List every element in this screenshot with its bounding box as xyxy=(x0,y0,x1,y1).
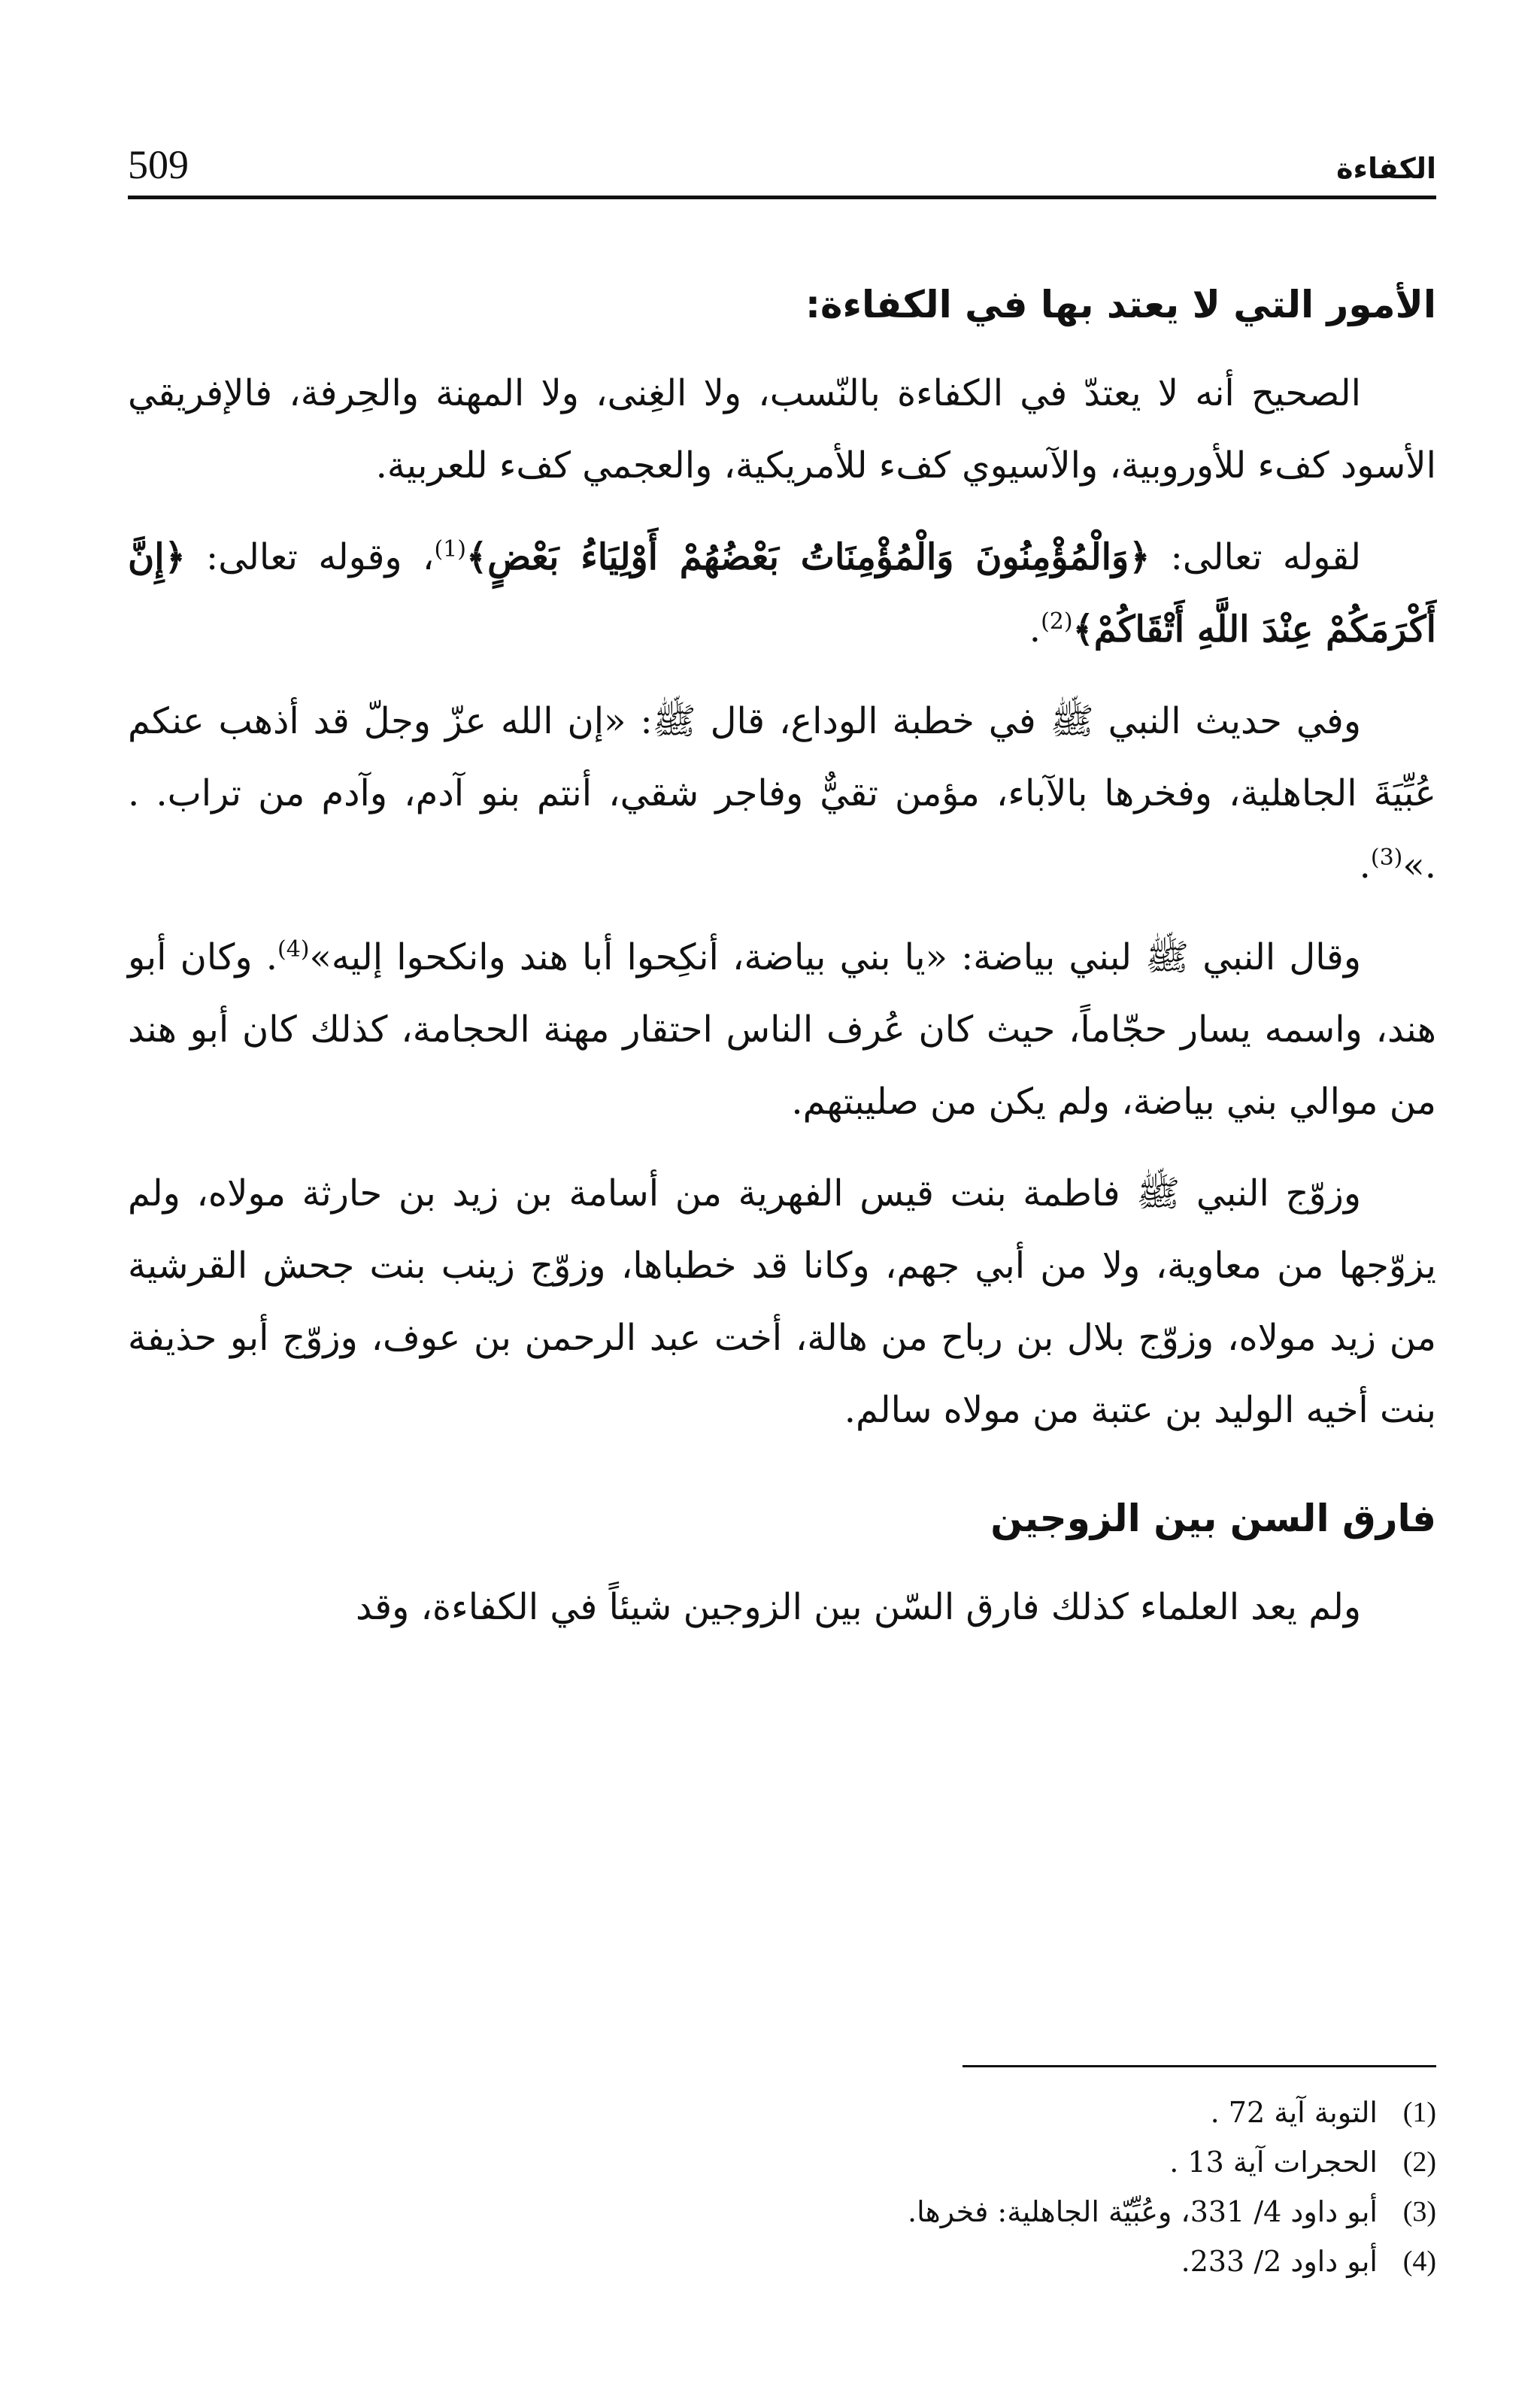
running-title: الكفاءة xyxy=(1336,152,1436,185)
footnote-text: أبو داود 2/ 233. xyxy=(1181,2245,1378,2278)
hadith-end-punct: . xyxy=(1359,845,1371,887)
quran-verse-hujurat: ﴿إِنَّ أَكْرَمَكُمْ عِنْدَ اللَّهِ أَتْقَاكُمْ﴾ xyxy=(128,536,1436,651)
footnote-ref-1[interactable]: (1) xyxy=(434,536,466,563)
hadith-farewell-text: وفي حديث النبي ﷺ في خطبة الوداع، قال ﷺ: «إن الله عزّ وجلّ قد أذهب عنكم عُبِّيَةَ الجاهلية، وفخرها بالآباء، مؤمن تقيٌّ وفاجر شقي، أنتم بنو آدم، وآدم من تراب. . .» xyxy=(128,700,1436,887)
paragraph-lineage: الصحيح أنه لا يعتدّ في الكفاءة بالنّسب، ولا الغِنى، ولا المهنة والحِرفة، فالإفريقي الأسود كفء للأوروبية، والآسيوي كفء للأمريكية، والعجمي كفء للعربية. xyxy=(128,372,1436,487)
footnote-text: الحجرات آية 13 . xyxy=(1169,2146,1378,2179)
footnote-item xyxy=(128,2088,1436,2137)
footnote-number: (1) xyxy=(1402,2097,1436,2128)
footnote-item xyxy=(128,2237,1436,2286)
bayada-continuation: . وكان أبو هند، واسمه يسار حجّاماً، حيث كان عُرف الناس احتقار مهنة الحجامة، كذلك كان أبو هند من موالي بني بياضة، ولم يكن من صليبتهم. xyxy=(128,936,1436,1123)
verse-middle-text: ، وقوله تعالى: xyxy=(185,536,435,578)
paragraph-quran-verses xyxy=(128,521,1436,666)
paragraph-age-gap: ولم يعد العلماء كذلك فارق السّن بين الزوجين شيئاً في الكفاءة، وقد xyxy=(355,1586,1361,1628)
footnote-text: التوبة آية 72 . xyxy=(1210,2096,1378,2129)
footnote-ref-4[interactable]: (4) xyxy=(277,936,310,963)
verse-intro-text: لقوله تعالى: xyxy=(1150,536,1361,578)
book-page xyxy=(128,113,1436,2339)
footnotes-list xyxy=(128,2088,1436,2286)
quran-verse-tawbah: ﴿وَالْمُؤْمِنُونَ وَالْمُؤْمِنَاتُ بَعْضُهُمْ أَوْلِيَاءُ بَعْضٍ﴾ xyxy=(465,536,1150,578)
section-heading-age-gap: فارق السن بين الزوجين xyxy=(990,1497,1436,1540)
footnote-item xyxy=(128,2137,1436,2187)
footnote-ref-2[interactable]: (2) xyxy=(1041,608,1073,635)
footnote-item xyxy=(128,2187,1436,2237)
footnote-number: (3) xyxy=(1402,2196,1436,2228)
footnote-text: أبو داود 4/ 331، وعُبِّيّة الجاهلية: فخرها. xyxy=(908,2195,1378,2228)
hadith-bayada-text: وقال النبي ﷺ لبني بياضة: «يا بني بياضة، أنكِحوا أبا هند وانكحوا إليه» xyxy=(309,936,1361,978)
paragraph-bani-bayada xyxy=(128,921,1436,1138)
verse-end-punct: . xyxy=(1029,608,1041,651)
section-heading-non-criteria: الأمور التي لا يعتد بها في الكفاءة: xyxy=(805,283,1436,326)
page-content xyxy=(128,274,1436,1663)
footnote-ref-3[interactable]: (3) xyxy=(1370,845,1403,871)
paragraph-farewell-sermon xyxy=(128,685,1436,902)
footnote-number: (2) xyxy=(1402,2146,1436,2178)
header-rule xyxy=(128,196,1436,199)
page-header xyxy=(128,120,1436,188)
paragraph-marriages: وزوّج النبي ﷺ فاطمة بنت قيس الفهرية من أسامة بن زيد بن حارثة مولاه، ولم يزوّجها من معاوية، ولا من أبي جهم، وكانا قد خطباها، وزوّج زينب بنت جحش القرشية من زيد مولاه، وزوّج بلال بن رباح من هالة، أخت عبد الرحمن بن عوف، وزوّج أبو حذيفة بنت أخيه الوليد بن عتبة من مولاه سالم. xyxy=(128,1172,1437,1431)
footnote-separator xyxy=(962,2065,1436,2067)
footnote-number: (4) xyxy=(1402,2246,1436,2277)
page-number: 509 xyxy=(128,142,189,187)
